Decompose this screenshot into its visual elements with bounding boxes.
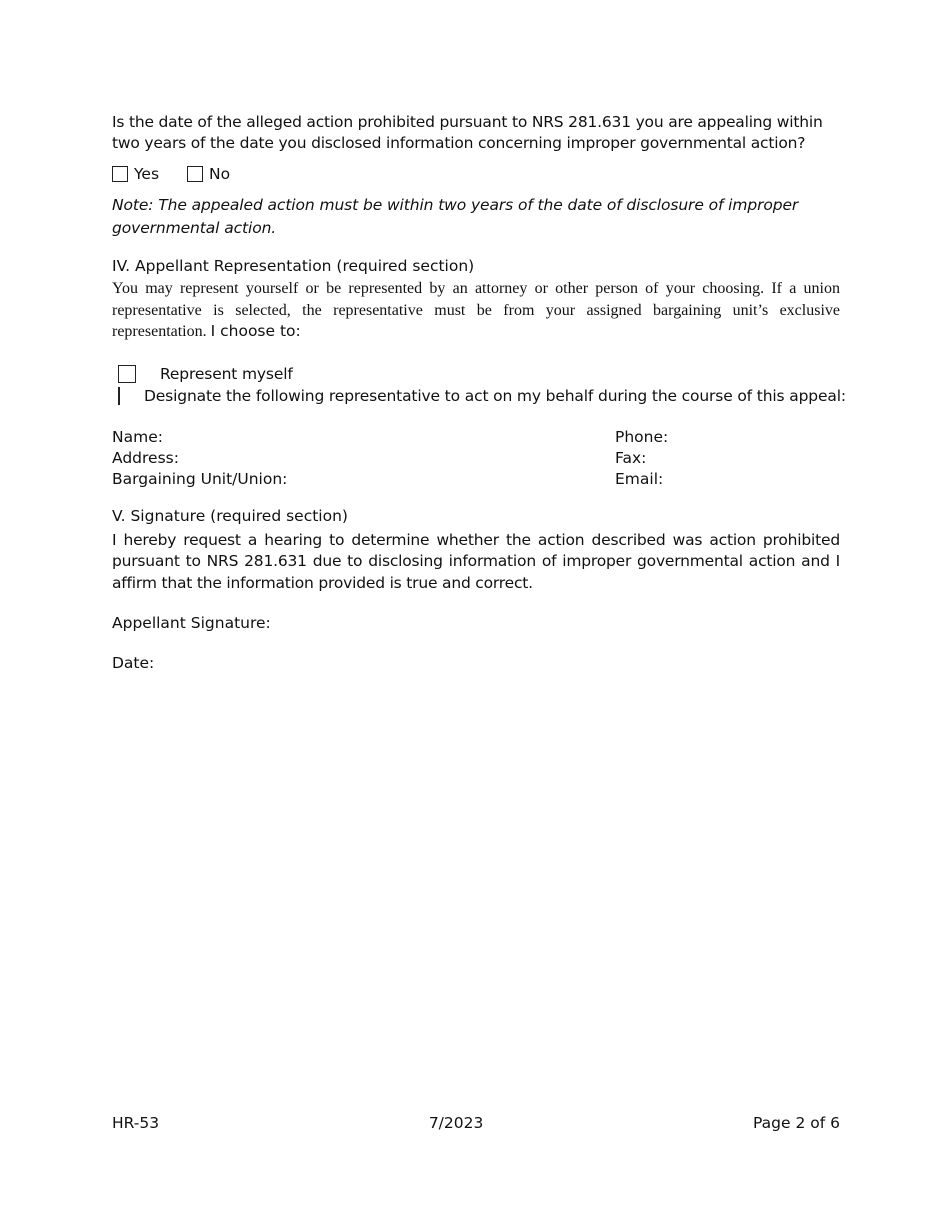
yes-label: Yes	[134, 165, 160, 183]
page-footer	[112, 1114, 840, 1132]
representation-text: You may represent yourself or be represented by an attorney or other person of your choosing. If a union representative is selected, the representative must be from your assigned bargaining unit’s exclusive representation.	[112, 280, 840, 340]
date-field[interactable]: Date:	[112, 654, 155, 672]
choose-to-text: I choose to:	[210, 322, 301, 340]
fax-field-label[interactable]: Fax:	[615, 448, 647, 467]
signature-heading: V. Signature (required section)	[112, 506, 348, 525]
representation-heading: IV. Appellant Representation (required section)	[112, 257, 475, 275]
union-field-label[interactable]: Bargaining Unit/Union:	[112, 469, 288, 488]
form-page	[112, 112, 846, 674]
revision-date: 7/2023	[428, 1114, 484, 1132]
yes-checkbox[interactable]	[112, 166, 128, 182]
representation-options	[112, 363, 846, 407]
page-number: Page 2 of 6	[753, 1114, 840, 1132]
representation-paragraph	[112, 278, 840, 343]
phone-field-label[interactable]: Phone:	[615, 427, 669, 446]
form-id: HR-53	[112, 1114, 160, 1132]
address-field-label[interactable]: Address:	[112, 448, 179, 467]
yes-no-options	[112, 163, 840, 185]
represent-myself-option[interactable]	[112, 363, 840, 385]
designate-representative-option[interactable]	[112, 385, 846, 407]
no-label: No	[209, 165, 231, 183]
designate-representative-checkbox[interactable]	[118, 387, 120, 405]
represent-myself-checkbox[interactable]	[118, 365, 136, 383]
name-field-label[interactable]: Name:	[112, 427, 163, 446]
email-field-label[interactable]: Email:	[615, 469, 664, 488]
appeal-timing-question: Is the date of the alleged action prohibited pursuant to NRS 281.631 you are appealing within two years of the date you disclosed information concerning improper governmental action?	[112, 113, 823, 152]
appeal-note: Note: The appealed action must be within two years of the date of disclosure of improper governmental action.	[112, 196, 799, 237]
no-option[interactable]	[187, 165, 230, 183]
representative-contact-fields	[112, 427, 840, 490]
yes-option[interactable]	[112, 165, 159, 183]
signature-paragraph: I hereby request a hearing to determine whether the action described was action prohibited pursuant to NRS 281.631 due to disclosing information of improper governmental action and I affirm that the information provided is true and correct.	[112, 530, 840, 592]
represent-myself-label: Represent myself	[160, 364, 293, 383]
no-checkbox[interactable]	[187, 166, 203, 182]
appellant-signature-field[interactable]: Appellant Signature:	[112, 614, 271, 632]
designate-representative-label: Designate the following representative to act on my behalf during the course of this appeal:	[144, 386, 846, 405]
